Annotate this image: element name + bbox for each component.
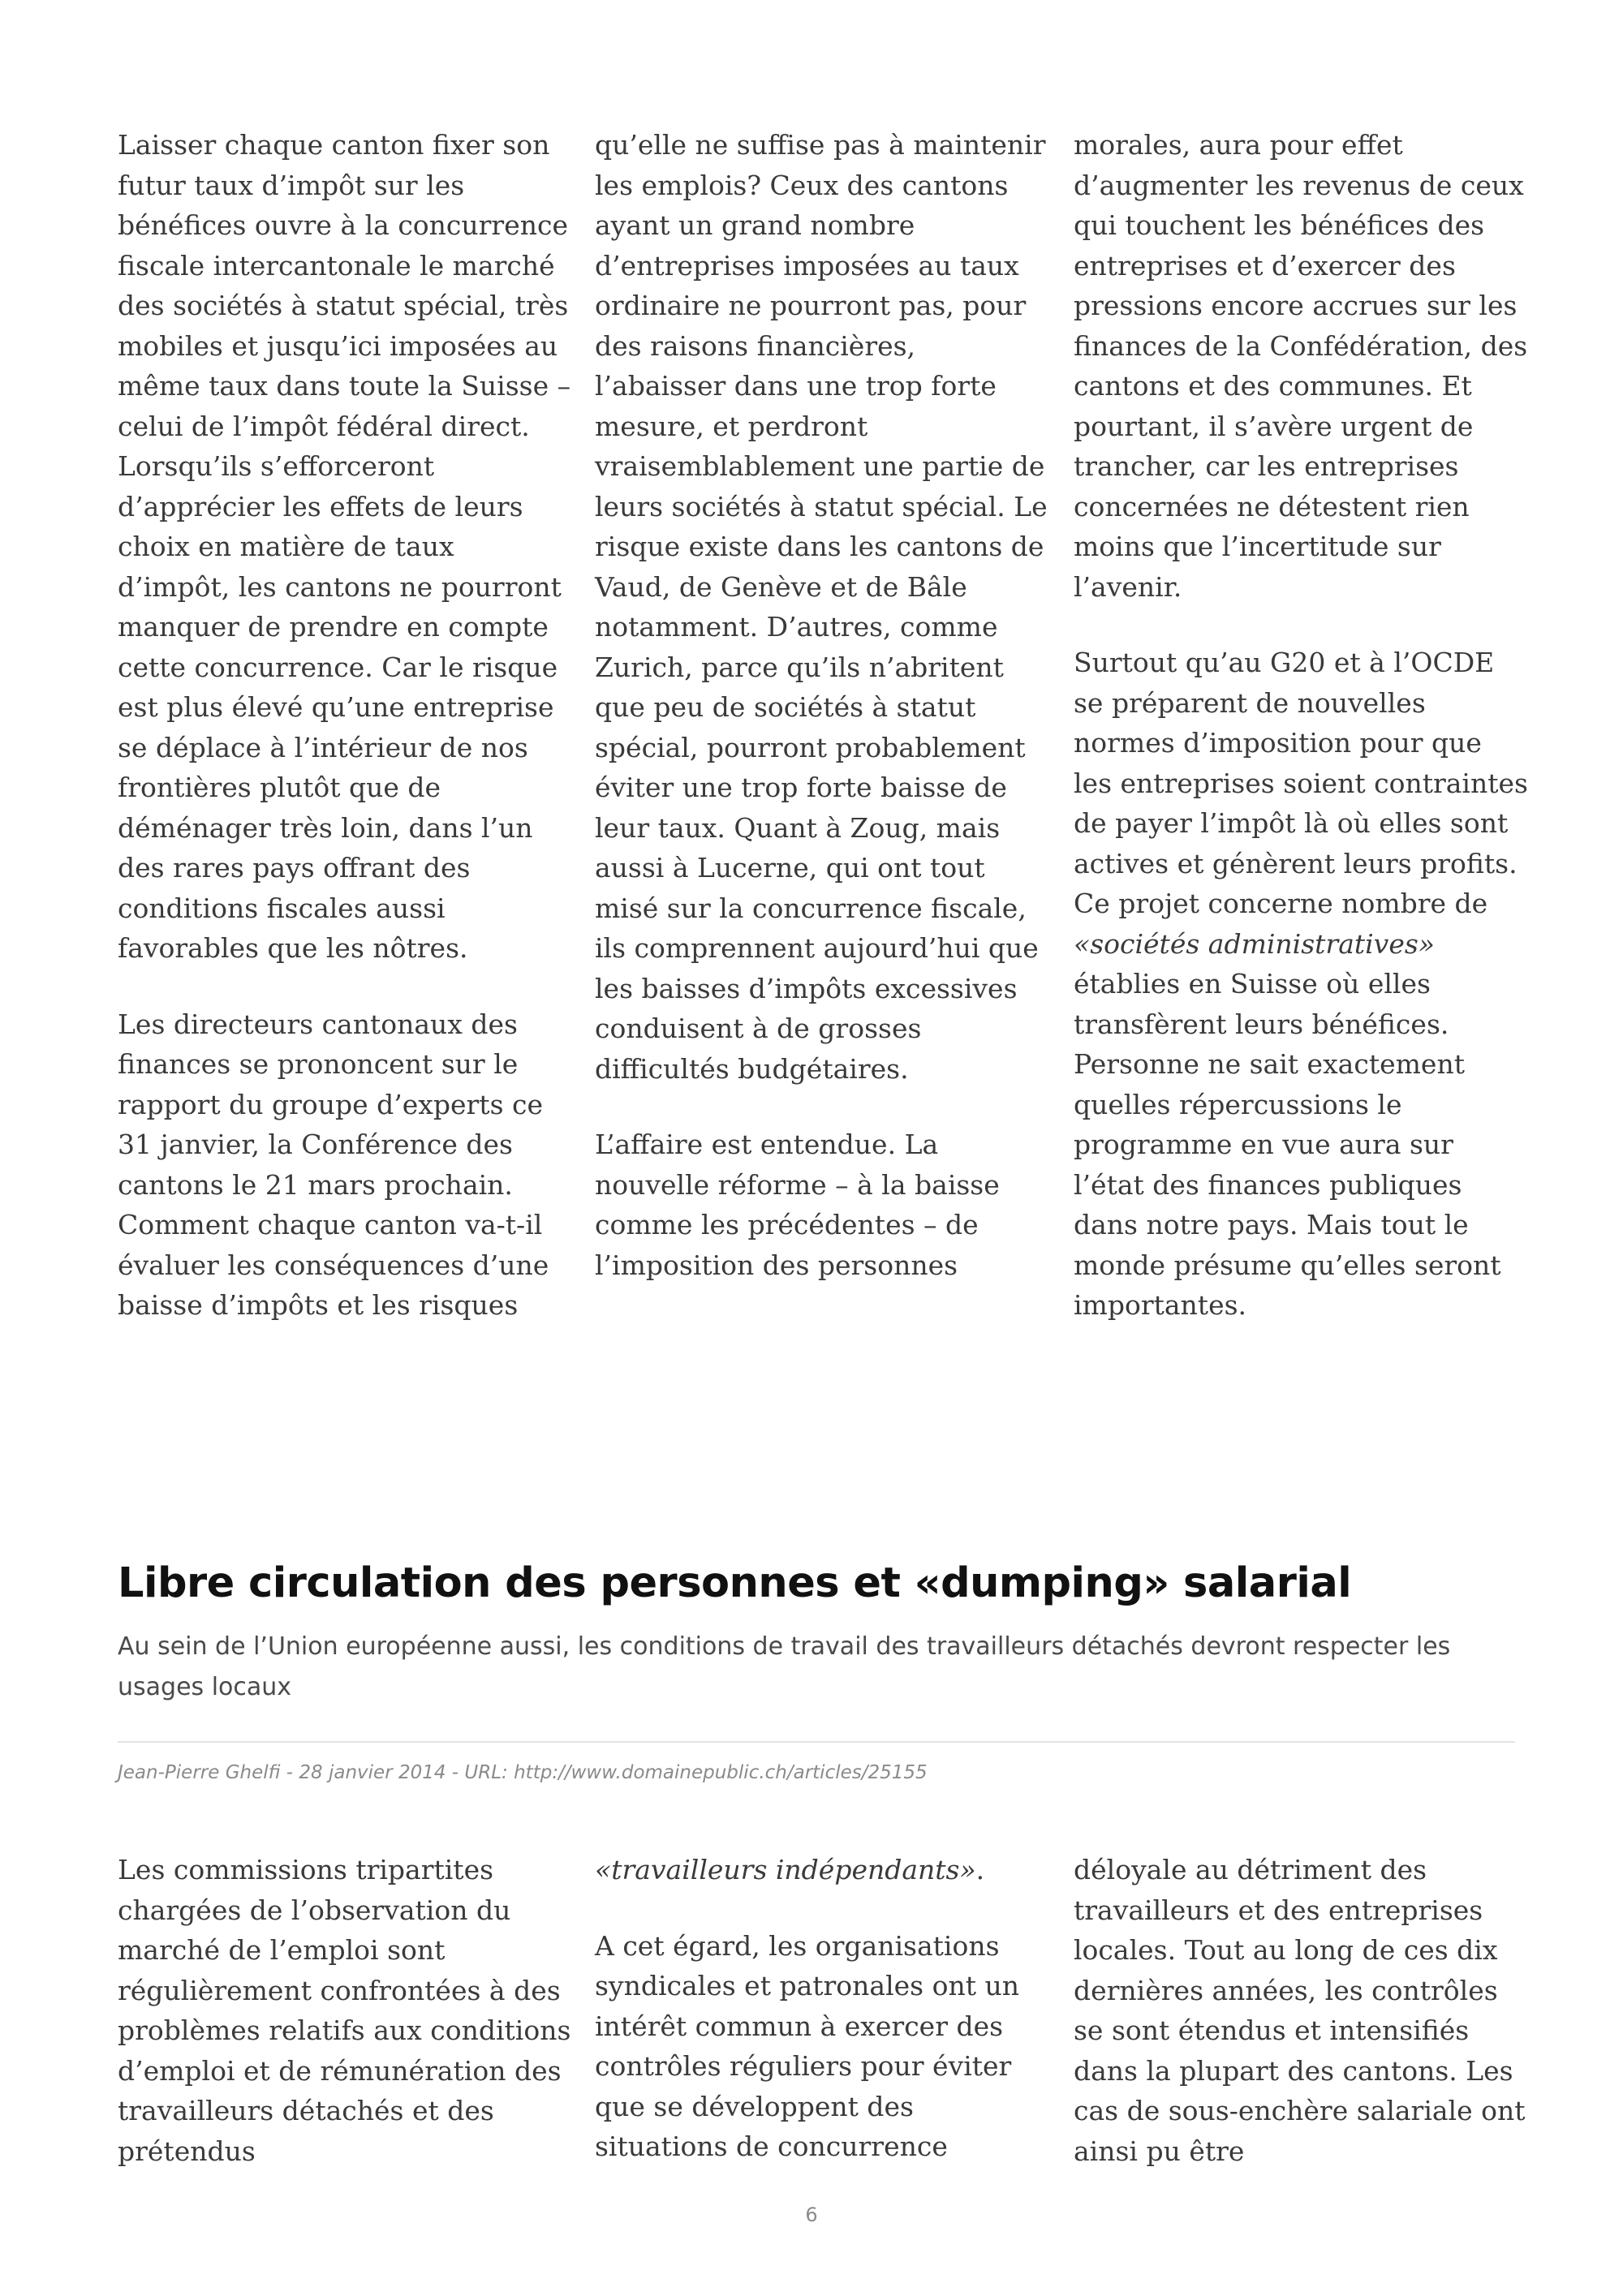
article2-column-2 (595, 1850, 1049, 2203)
article1-column-1 (118, 125, 572, 1361)
article2-col2-paragraph-2: A cet égard, les organisations syndicales et patronales ont un intérêt commun à exercer des contrôles réguliers pour éviter que se développent des situations de concurrence (595, 1929, 1019, 2162)
article2-subtitle: Au sein de l’Union européenne aussi, les conditions de travail des travailleurs détachés devront respecter les usages locaux (118, 1632, 1451, 1701)
article2-column-3 (1074, 1850, 1528, 2207)
article1-col3-p2-emphasis: «sociétés administratives» (1074, 927, 1435, 960)
article1-col1-paragraph-2: Les directeurs cantonaux des finances se prononcent sur le rapport du groupe d’experts ce 31 janvier, la Conférence des cantons le 21 mars prochain. Comment chaque canton va-t-il évaluer les conséquences d’une baisse d’impôts et les risques (118, 1008, 549, 1321)
article2-col2-p1-text: . (975, 1854, 985, 1885)
article1-col1-paragraph-1: Laisser chaque canton fixer son futur taux d’impôt sur les bénéfices ouvre à la concurrence fiscale intercantonale le marché des sociétés à statut spécial, très mobiles et jusqu’ici imposées au même taux dans toute la Suisse – celui de l’impôt fédéral direct. Lorsqu’ils s’efforceront d’apprécier les effets de leurs choix en matière de taux d’impôt, les cantons ne pourront manquer de prendre en compte cette concurrence. Car le risque est plus élevé qu’une entreprise se déplace à l’intérieur de nos frontières plutôt que de déménager très loin, dans l’un des rares pays offrant des conditions fiscales aussi favorables que les nôtres. (118, 129, 571, 964)
article1-col3-paragraph-1: morales, aura pour effet d’augmenter les revenus de ceux qui touchent les bénéfices des entreprises et d’exercer des pressions encore accrues sur les finances de la Confédération, des cantons et des communes. Et pourtant, il s’avère urgent de trancher, car les entreprises concernées ne détestent rien moins que l’incertitude sur l’avenir. (1074, 129, 1528, 603)
article2-title: Libre circulation des personnes et «dumping» salarial (118, 1559, 1352, 1607)
article1-col2-paragraph-1: qu’elle ne suffise pas à maintenir les emplois? Ceux des cantons ayant un grand nombre d’entreprises imposées au taux ordinaire ne pourront pas, pour des raisons financières, l’abaisser dans une trop forte mesure, et perdront vraisemblablement une partie de leurs sociétés à statut spécial. Le risque existe dans les cantons de Vaud, de Genève et de Bâle notamment. D’autres, comme Zurich, parce qu’ils n’abritent que peu de sociétés à statut spécial, pourront probablement éviter une trop forte baisse de leur taux. Quant à Zoug, mais aussi à Lucerne, qui ont tout misé sur la concurrence fiscale, ils comprennent aujourd’hui que les baisses d’impôts excessives conduisent à de grosses difficultés budgétaires. (595, 129, 1048, 1085)
article2-col3-paragraph-1: déloyale au détriment des travailleurs et des entreprises locales. Tout au long de ces dix dernières années, les contrôles se sont étendus et intensifiés dans la plupart des cantons. Les cas de sous-enchère salariale ont ainsi pu être (1074, 1854, 1526, 2167)
article2-col2-paragraph-1 (595, 1850, 1049, 1890)
article2-byline: Jean-Pierre Ghelfi - 28 janvier 2014 - URL: http://www.domainepublic.ch/articles/25155 (118, 1762, 928, 1783)
article2-col1-paragraph-1: Les commissions tripartites chargées de l’observation du marché de l’emploi sont régulièrement confrontées à des problèmes relatifs aux conditions d’emploi et de rémunération des travailleurs détachés et des prétendus (118, 1854, 571, 2167)
article1-col3-p2-text-a: Surtout qu’au G20 et à l’OCDE se préparent de nouvelles normes d’imposition pour que les entreprises soient contraintes de payer l’impôt là où elles sont actives et génèrent leurs profits. Ce projet concerne nombre de (1074, 647, 1528, 919)
article2-divider (118, 1741, 1515, 1743)
article1-column-3 (1074, 125, 1528, 1361)
article2-column-1 (118, 1850, 572, 2207)
article1-col2-paragraph-2: L’affaire est entendue. La nouvelle réforme – à la baisse comme les précédentes – de l’imposition des personnes (595, 1129, 1000, 1281)
page-number: 6 (805, 2204, 818, 2226)
article1-col3-p2-text-b: établies en Suisse où elles transfèrent leurs bénéfices. Personne ne sait exactement quelles répercussions le programme en vue aura sur l’état des finances publiques dans notre pays. Mais tout le monde présume qu’elles seront importantes. (1074, 968, 1501, 1321)
article1-col3-paragraph-2 (1074, 643, 1528, 1326)
article2-col2-p1-emphasis: «travailleurs indépendants» (595, 1854, 976, 1885)
article1-column-2 (595, 125, 1049, 1321)
